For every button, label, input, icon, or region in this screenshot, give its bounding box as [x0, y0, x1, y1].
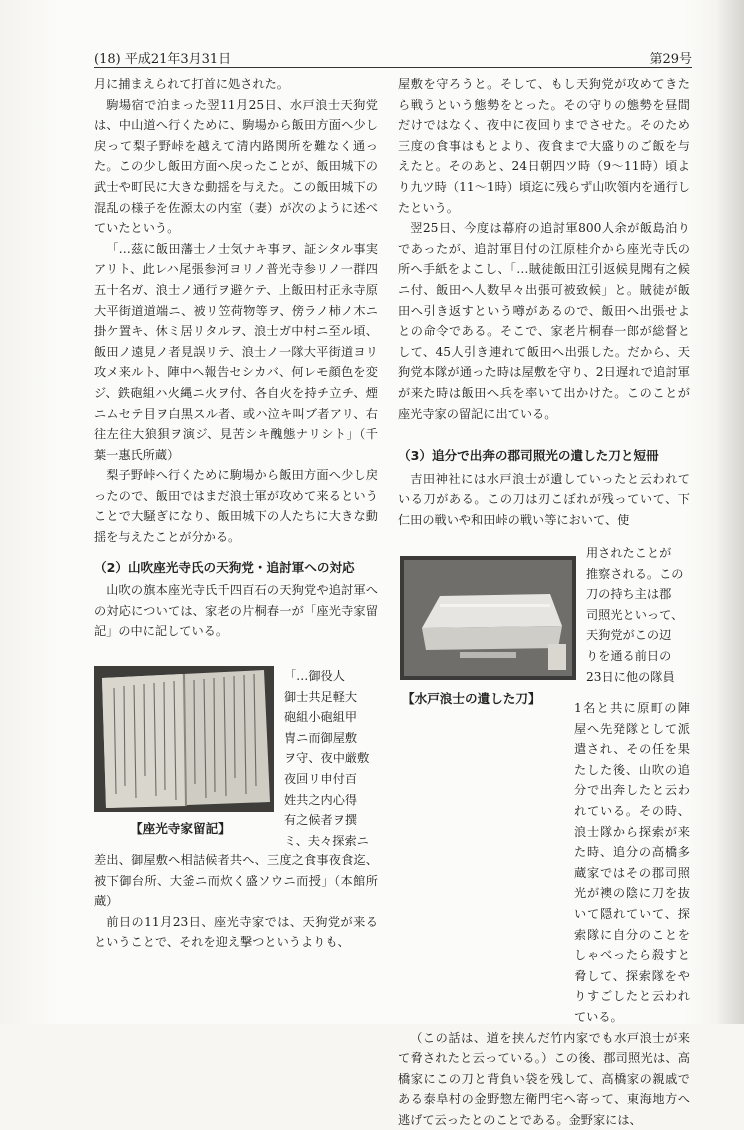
header-issue-date: (18) 平成21年3月31日	[94, 48, 231, 67]
section-3-title: （3）追分で出奔の郡司照光の遺した刀と短冊	[398, 446, 690, 467]
right-paragraph-2: 翌25日、今度は幕府の追討軍800人余が飯島泊りであったが、追討軍目付の江原桂介から座光寺氏の所へ手紙をよこし、「…賊徒飯田江引返候見聞有之候ニ付、飯田へ人数早々出張可被致候」と。賊徒が飯田へ引き返すという噂があるので、飯田へ出張せよとの命令である。そこで、家老片桐春一郎が総督として、45人引き連れて飯田へ出張した。だから、天狗党本隊が通った時は屋敷を守り、2日遅れで追討軍が来た時は飯田へ兵を率いて出かけた。このことが座光寺家の留記に出ている。	[398, 218, 690, 424]
right-column-bottom	[398, 698, 690, 1130]
right-wrap-line: 司照光といって、	[586, 605, 692, 626]
left-column	[94, 74, 378, 642]
right-paragraph-4: 1名と共に原町の陣屋へ先発隊として派遣され、その任を果たした後、山吹の追分で出奔したと云われている。その時、浪士隊から探索が来た時、追分の高橋多蔵家ではその郡司照光が襖の陰に刀を抜いて隠れていて、探索隊に自分のことをしゃべったら殺すと脅して、探索隊をやりすごしたと云われている。	[398, 698, 690, 1028]
mito-sword-photo	[400, 556, 576, 680]
right-paragraph-5: （この話は、道を挟んだ竹内家でも水戸浪士が来て脅されたと云っている。）この後、郡司照光は、高橋家にこの刀と背負い袋を残して、高橋家の親戚である泰阜村の金野惣左衛門宅へ寄って、東海地方へ逃げて云ったとのことである。金野家には、	[398, 1028, 690, 1130]
right-wrap-line: 23日に他の隊員	[586, 667, 692, 688]
zakoji-record-photo	[94, 666, 274, 812]
left-wrap-line: ヲ守、夜中厳敷	[284, 748, 384, 769]
section-2-title: （2）山吹座光寺氏の天狗党・追討軍への対応	[94, 558, 378, 579]
left-paragraph-5: 差出、御屋敷へ相詰候者共へ、三度之食事夜食迄、被下御台所、大釜ニ而炊く盛ソウニ而授」（本館所蔵）	[94, 850, 378, 912]
right-wrap-line: りを通る前日の	[586, 646, 692, 667]
mito-sword-image	[400, 556, 576, 680]
left-paragraph-2: 駒場宿で泊まった翌11月25日、水戸浪士天狗党は、中山道へ行くために、駒場から飯田方面へ少し戻って梨子野峠を越えて清内路関所を難なく通った。この少し飯田方面へ戻ったことが、飯田城下の武士や町民に大きな動揺を与えた。この飯田城下の混乱の様子を佐源太の内室（妻）が次のように述べていたという。	[94, 95, 378, 239]
left-wrap-line: 夜回リ申付百	[284, 769, 384, 790]
left-column-bottom	[94, 850, 378, 953]
zakoji-record-caption: 【座光寺家留記】	[130, 818, 231, 837]
header-issue-number: 第29号	[649, 48, 692, 67]
left-quote: 「…茲に飯田藩士ノ士気ナキ事ヲ、証シタル事実アリト、此レハ尾張参河ヨリノ普光寺参リノ一群四五十名ガ、浪士ノ通行ヲ避ケテ、上飯田村正永寺原大平街道道端ニ、被リ笠荷物等ヲ、傍ラノ柿ノ木ニ掛ケ置キ、休ミ居リタルヲ、浪士ガ中村ニ至ル頃、飯田ノ遠見ノ者見誤リテ、浪士ノ一隊大平街道ヨリ攻メ来ルト、陣中ヘ報告セシカバ、何レモ顔色を変ジ、鉄砲組ハ火縄ニ火ヲ付、各自火を持チ立チ、煙ニムセテ目ヲ白黒スル者、或ハ泣キ叫ブ者アリ、右往左往大狼狽ヲ演ジ、見苦シキ醜態ナリシト」（千葉一惠氏所蔵）	[94, 239, 378, 466]
right-wrap-line: 刀の持ち主は郡	[586, 584, 692, 605]
left-paragraph-4: 山吹の旗本座光寺氏千四百石の天狗党や追討軍への対応については、家老の片桐春一が「座光寺家留記」の中に記している。	[94, 580, 378, 642]
left-wrap-line: 有之候者ヲ撰	[284, 810, 384, 831]
right-wrap-line: 用されたことが	[586, 543, 692, 564]
left-wrap-text	[284, 666, 384, 851]
page-edge-shadow	[716, 0, 744, 1024]
left-wrap-line: 御士共足軽大	[284, 687, 384, 708]
left-paragraph-1: 月に捕まえられて打首に処された。	[94, 74, 378, 95]
mito-sword-caption: 【水戸浪士の遺した刀】	[402, 688, 541, 707]
right-wrap-line: 推察される。この	[586, 564, 692, 585]
left-wrap-line: ミ、夫々探索ニ	[284, 831, 384, 852]
right-paragraph-3: 吉田神社には水戸浪士が遺していったと云われている刀がある。この刀は刃こぼれが残っていて、下仁田の戦いや和田峠の戦い等において、使	[398, 469, 690, 531]
right-column	[398, 74, 690, 530]
right-wrap-line: 天狗党がこの辺	[586, 625, 692, 646]
zakoji-record-image	[94, 666, 274, 812]
left-paragraph-3: 梨子野峠へ行くために駒場から飯田方面へ少し戻ったので、飯田ではまだ浪士軍が攻めて来るということで大騒ぎになり、飯田城下の人たちに大きな動揺を与えたことが分かる。	[94, 465, 378, 547]
right-paragraph-1: 屋敷を守ろうと。そして、もし天狗党が攻めてきたら戦うという態勢をとった。その守りの態勢を昼間だけではなく、夜中に夜回りまでさせた。そのため三度の食事はもとより、夜食まで大盛りのご飯を与えたと。そのあと、24日朝四ツ時（9～11時）頃より九ツ時（11～1時）頃迄に残らず山吹領内を通行したという。	[398, 74, 690, 218]
left-wrap-line: 砲組小砲組甲	[284, 707, 384, 728]
left-wrap-line: 冑ニ而御屋敷	[284, 728, 384, 749]
left-wrap-line: 姓共之内心得	[284, 790, 384, 811]
header-rule	[94, 67, 692, 68]
left-paragraph-6: 前日の11月23日、座光寺家では、天狗党が来るということで、それを迎え撃つというよりも、	[94, 912, 378, 953]
right-wrap-text	[586, 543, 692, 687]
left-wrap-line: 「…御役人	[284, 666, 384, 687]
page-header	[94, 44, 692, 68]
